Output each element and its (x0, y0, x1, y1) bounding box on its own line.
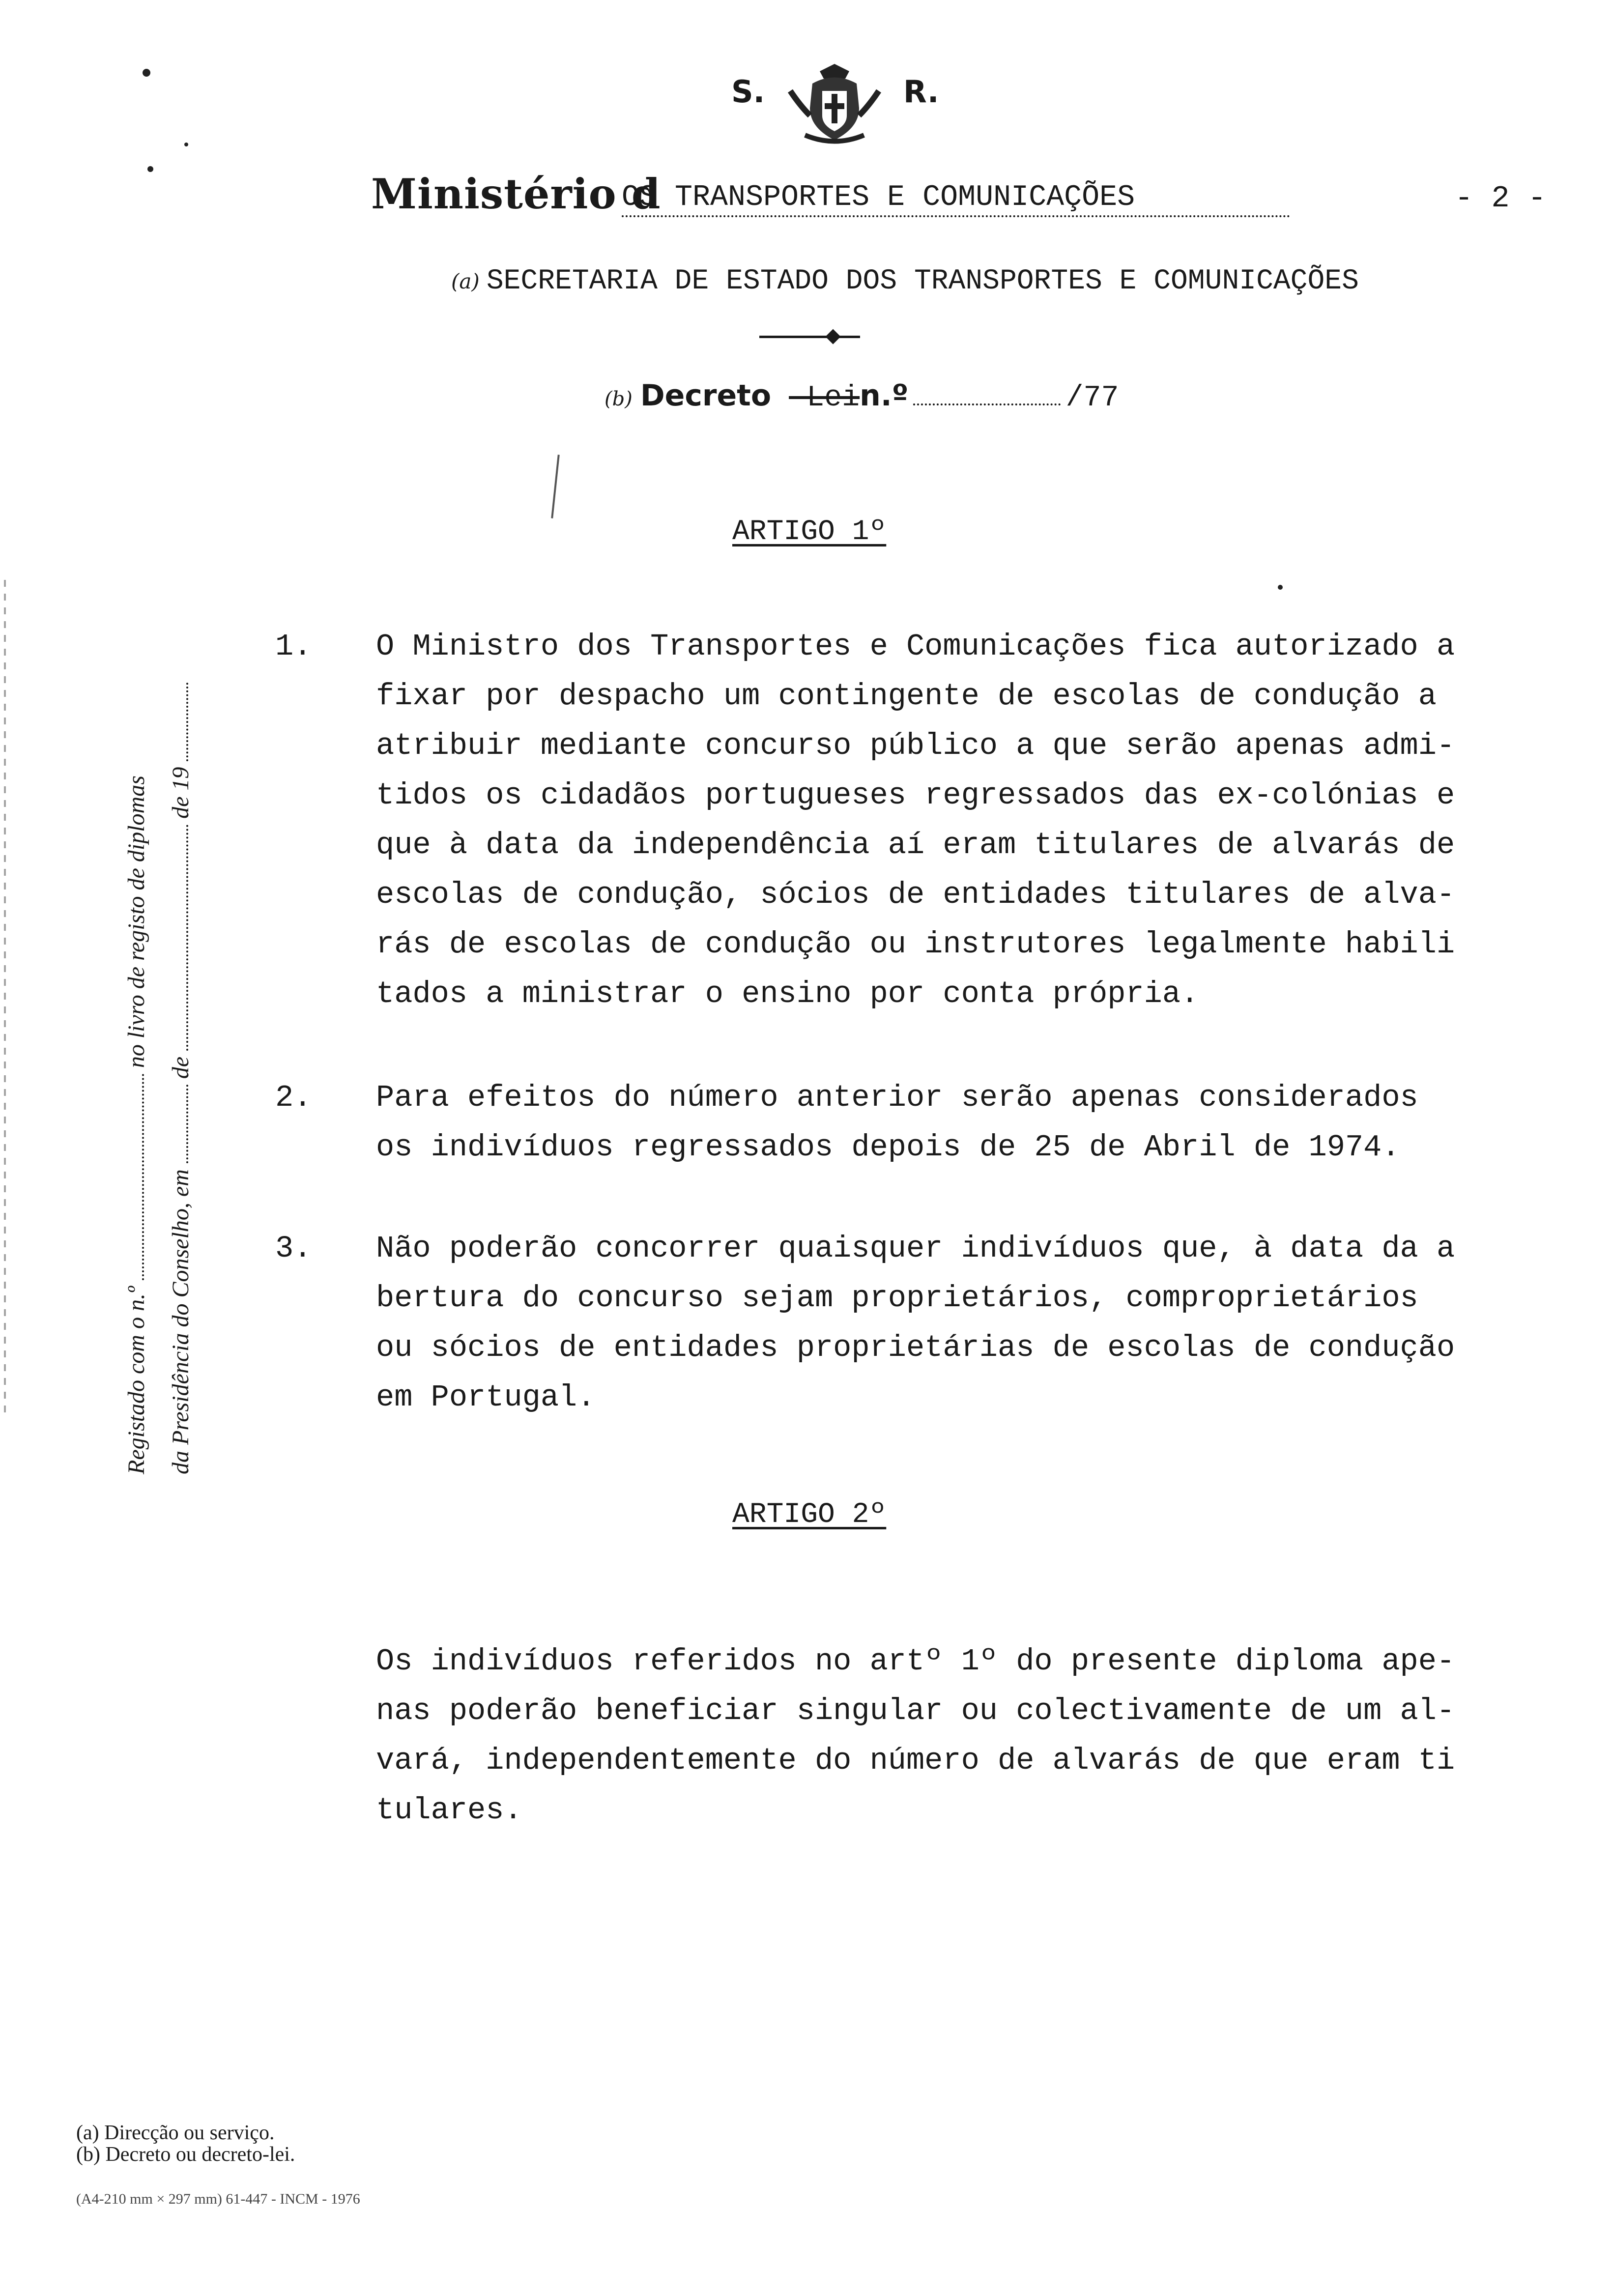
text-line: ou sócios de entidades proprietárias de escolas de condução (376, 1330, 1455, 1365)
ministry-name: OS TRANSPORTES E COMUNICAÇÕES (622, 181, 1290, 217)
stamp-blank (186, 683, 188, 761)
stamp-blank (186, 1085, 188, 1163)
stamp-text: da Presidência do Conselho, em (168, 1169, 194, 1474)
secretaria-name: SECRETARIA DE ESTADO DOS TRANSPORTES E COMUNICAÇÕES (486, 265, 1359, 297)
stamp-text: de (168, 1056, 194, 1079)
ornament-diamond (825, 329, 840, 344)
footnotes (76, 2122, 295, 2165)
stamp-line-1 (123, 775, 150, 1474)
decreto-struck: -Lei (789, 381, 860, 415)
decreto-label: Decreto (640, 378, 772, 413)
text-line: fixar por despacho um contingente de escolas de condução a (376, 679, 1437, 714)
text-line: tados a ministrar o ensino por conta própria. (376, 976, 1199, 1011)
footnote-b: (b) Decreto ou decreto-lei. (76, 2143, 295, 2166)
coat-of-arms-emblem (785, 61, 884, 147)
text-line: vará, independentemente do número de alvarás de que eram ti (376, 1743, 1455, 1778)
item-number: 2. (275, 1080, 312, 1115)
secretaria-line (451, 265, 1359, 297)
article-1-paragraph-2 (376, 1073, 1555, 1172)
header-initial-s: S. (731, 74, 765, 110)
text-line: Os indivíduos referidos no artº 1º do presente diploma ape- (376, 1644, 1455, 1679)
ministry-label: Ministério d (371, 170, 661, 218)
header-initial-r: R. (903, 74, 939, 110)
scan-speck (1278, 585, 1283, 590)
decreto-line (604, 378, 1119, 415)
page-number: - 2 - (1455, 181, 1547, 216)
stamp-text: no livro de registo de diplomas (123, 775, 149, 1068)
registration-stamp (49, 590, 206, 1474)
decreto-number-blank (913, 403, 1061, 405)
ornament-rule (759, 336, 860, 338)
stamp-blank (142, 1074, 144, 1280)
scan-speck (143, 69, 150, 77)
stamp-blank (186, 825, 188, 1051)
text-line: em Portugal. (376, 1380, 596, 1415)
scan-speck (184, 143, 188, 146)
printer-imprint: (A4-210 mm × 297 mm) 61-447 - INCM - 1976 (76, 2191, 360, 2207)
pen-mark (551, 455, 560, 518)
footnote-marker-a: (a) (451, 269, 480, 293)
footnote-a: (a) Direcção ou serviço. (76, 2122, 275, 2144)
article-1-heading: ARTIGO 1º (732, 516, 887, 548)
article-2-heading: ARTIGO 2º (732, 1499, 887, 1531)
footnote-marker-b: (b) (604, 388, 633, 410)
decreto-year: /77 (1065, 381, 1119, 415)
text-line: O Ministro dos Transportes e Comunicações fica autorizado a (376, 629, 1455, 664)
item-number: 3. (275, 1231, 312, 1266)
text-line: bertura do concurso sejam proprietários, comproprietários (376, 1281, 1418, 1316)
text-line: nas poderão beneficiar singular ou colectivamente de um al- (376, 1693, 1455, 1728)
text-line: Não poderão concorrer quaisquer indivíduos que, à data da a (376, 1231, 1455, 1266)
left-margin-rule (4, 580, 6, 1415)
article-1-paragraph-3 (376, 1224, 1555, 1422)
stamp-text: Registado com o n.º (123, 1286, 149, 1474)
text-line: Para efeitos do número anterior serão apenas considerados (376, 1080, 1418, 1115)
text-line: tidos os cidadãos portugueses regressados das ex-colónias e (376, 778, 1455, 813)
text-line: tulares. (376, 1793, 522, 1828)
text-line: os indivíduos regressados depois de 25 de Abril de 1974. (376, 1130, 1400, 1165)
article-2-paragraph (376, 1636, 1555, 1835)
stamp-line-2 (167, 683, 194, 1474)
text-line: escolas de condução, sócios de entidades titulares de alva- (376, 877, 1455, 912)
stamp-text: de 19 (168, 767, 194, 819)
text-line: rás de escolas de condução ou instrutores legalmente habili (376, 927, 1455, 962)
decreto-number-label: n.º (860, 378, 909, 413)
text-line: que à data da independência aí eram titulares de alvarás de (376, 828, 1455, 862)
article-1-paragraph-1 (376, 622, 1555, 1019)
item-number: 1. (275, 629, 312, 664)
text-line: atribuir mediante concurso público a que serão apenas admi- (376, 728, 1455, 763)
scan-speck (147, 166, 153, 172)
